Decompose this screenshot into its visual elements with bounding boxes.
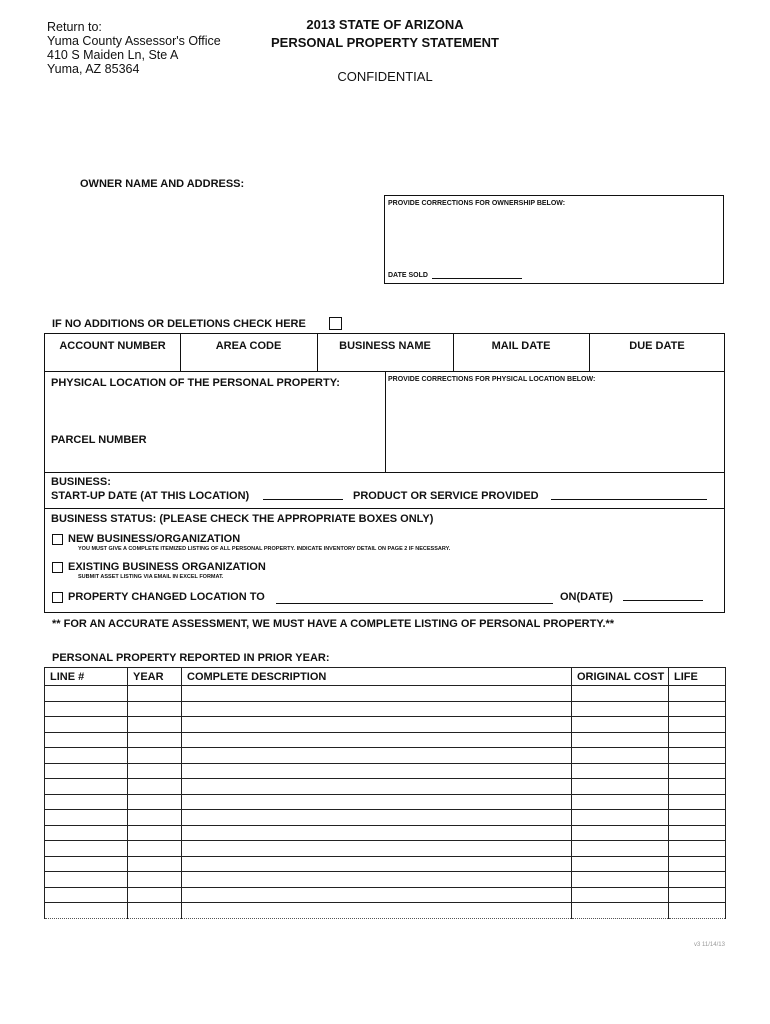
- table-cell[interactable]: [669, 903, 726, 919]
- table-cell[interactable]: [128, 810, 182, 826]
- table-cell[interactable]: [182, 794, 572, 810]
- business-label: BUSINESS:: [51, 476, 111, 488]
- table-cell[interactable]: [182, 872, 572, 888]
- no-changes-label: IF NO ADDITIONS OR DELETIONS CHECK HERE: [52, 318, 306, 330]
- table-cell[interactable]: [669, 686, 726, 702]
- return-address: [47, 20, 221, 76]
- table-cell[interactable]: [669, 701, 726, 717]
- table-cell[interactable]: [669, 717, 726, 733]
- table-cell[interactable]: [128, 686, 182, 702]
- account-number-header: ACCOUNT NUMBER: [59, 340, 166, 352]
- owner-name-label: OWNER NAME AND ADDRESS:: [80, 178, 245, 190]
- physical-location-label: PHYSICAL LOCATION OF THE PERSONAL PROPERTY:: [51, 377, 340, 389]
- table-cell[interactable]: [669, 841, 726, 857]
- table-row: [45, 810, 726, 826]
- title-line-1: 2013 STATE OF ARIZONA: [306, 17, 464, 32]
- table-cell[interactable]: [45, 794, 128, 810]
- table-cell[interactable]: [128, 856, 182, 872]
- table-row: [45, 779, 726, 795]
- table-cell[interactable]: [128, 748, 182, 764]
- table-cell[interactable]: [572, 887, 669, 903]
- life-header: LIFE: [669, 668, 726, 686]
- table-cell[interactable]: [128, 763, 182, 779]
- business-status-label: BUSINESS STATUS: (PLEASE CHECK THE APPROPRIATE BOXES ONLY): [51, 513, 434, 525]
- table-cell[interactable]: [572, 763, 669, 779]
- location-corrections-label: PROVIDE CORRECTIONS FOR PHYSICAL LOCATION BELOW:: [388, 376, 596, 383]
- startup-date-label: START-UP DATE (AT THIS LOCATION): [51, 490, 250, 502]
- table-row: [45, 732, 726, 748]
- location-changed-checkbox[interactable]: [52, 592, 63, 603]
- table-row: [45, 748, 726, 764]
- table-cell[interactable]: [128, 701, 182, 717]
- table-cell[interactable]: [45, 748, 128, 764]
- table-cell[interactable]: [182, 887, 572, 903]
- return-to-label: Return to:: [47, 20, 102, 34]
- table-cell[interactable]: [182, 686, 572, 702]
- on-date-field[interactable]: [623, 600, 703, 601]
- table-cell[interactable]: [45, 717, 128, 733]
- date-sold-field[interactable]: [432, 278, 522, 279]
- table-cell[interactable]: [572, 748, 669, 764]
- table-cell[interactable]: [128, 732, 182, 748]
- table-cell[interactable]: [669, 872, 726, 888]
- table-cell[interactable]: [669, 810, 726, 826]
- table-cell[interactable]: [182, 732, 572, 748]
- table-cell[interactable]: [45, 841, 128, 857]
- table-row: [45, 763, 726, 779]
- due-date-header: DUE DATE: [629, 340, 685, 352]
- accurate-assessment-note: ** FOR AN ACCURATE ASSESSMENT, WE MUST HAVE A COMPLETE LISTING OF PERSONAL PROPERTY.**: [52, 618, 615, 630]
- year-header: YEAR: [128, 668, 182, 686]
- table-cell[interactable]: [182, 841, 572, 857]
- business-name-header: BUSINESS NAME: [339, 340, 431, 352]
- table-cell[interactable]: [45, 779, 128, 795]
- table-cell[interactable]: [572, 779, 669, 795]
- table-cell[interactable]: [669, 779, 726, 795]
- location-changed-label: PROPERTY CHANGED LOCATION TO: [68, 591, 265, 603]
- table-cell[interactable]: [182, 748, 572, 764]
- table-cell[interactable]: [669, 794, 726, 810]
- table-cell[interactable]: [572, 717, 669, 733]
- table-cell[interactable]: [182, 810, 572, 826]
- existing-business-note: SUBMIT ASSET LISTING VIA EMAIL IN EXCEL FORMAT.: [78, 574, 224, 580]
- property-info-box: [44, 333, 725, 613]
- date-sold-label: DATE SOLD: [388, 272, 428, 279]
- table-cell[interactable]: [182, 825, 572, 841]
- table-cell[interactable]: [182, 903, 572, 919]
- table-row: [45, 887, 726, 903]
- table-cell[interactable]: [45, 903, 128, 919]
- table-cell[interactable]: [128, 872, 182, 888]
- product-service-field[interactable]: [551, 499, 707, 500]
- startup-date-field[interactable]: [263, 499, 343, 500]
- table-cell[interactable]: [182, 856, 572, 872]
- table-cell[interactable]: [182, 763, 572, 779]
- table-cell[interactable]: [45, 856, 128, 872]
- table-cell[interactable]: [572, 856, 669, 872]
- parcel-number-label: PARCEL NUMBER: [51, 434, 147, 446]
- table-cell[interactable]: [572, 732, 669, 748]
- table-cell[interactable]: [572, 794, 669, 810]
- new-location-field[interactable]: [276, 603, 553, 604]
- version-label: v3 11/14/13: [694, 942, 725, 948]
- table-cell[interactable]: [128, 887, 182, 903]
- table-cell[interactable]: [45, 701, 128, 717]
- line-number-header: LINE #: [45, 668, 128, 686]
- table-row: [45, 794, 726, 810]
- table-cell[interactable]: [128, 825, 182, 841]
- return-line-1: Yuma County Assessor's Office: [47, 34, 221, 48]
- table-cell[interactable]: [45, 732, 128, 748]
- new-business-note: YOU MUST GIVE A COMPLETE ITEMIZED LISTING OF ALL PERSONAL PROPERTY. INDICATE INVENTORY DETAIL ON PAGE 2 IF NECESSARY.: [78, 546, 451, 552]
- table-cell[interactable]: [182, 701, 572, 717]
- table-cell[interactable]: [572, 686, 669, 702]
- table-cell[interactable]: [572, 841, 669, 857]
- table-cell[interactable]: [572, 903, 669, 919]
- no-changes-checkbox[interactable]: [329, 317, 342, 330]
- table-cell[interactable]: [182, 717, 572, 733]
- table-cell[interactable]: [572, 872, 669, 888]
- return-line-2: 410 S Maiden Ln, Ste A: [47, 48, 179, 62]
- table-row: [45, 872, 726, 888]
- new-business-label: NEW BUSINESS/ORGANIZATION: [68, 533, 241, 545]
- mail-date-header: MAIL DATE: [491, 340, 551, 352]
- table-cell[interactable]: [128, 841, 182, 857]
- table-row: [45, 841, 726, 857]
- table-cell[interactable]: [669, 856, 726, 872]
- table-row: [45, 717, 726, 733]
- table-cell[interactable]: [669, 748, 726, 764]
- table-cell[interactable]: [128, 717, 182, 733]
- area-code-header: AREA CODE: [215, 340, 282, 352]
- title-line-2: PERSONAL PROPERTY STATEMENT: [270, 35, 499, 50]
- table-row: [45, 903, 726, 919]
- table-cell[interactable]: [45, 872, 128, 888]
- table-cell[interactable]: [572, 810, 669, 826]
- new-business-checkbox[interactable]: [52, 534, 63, 545]
- ownership-corrections-label: PROVIDE CORRECTIONS FOR OWNERSHIP BELOW:: [388, 200, 566, 207]
- table-row: [45, 701, 726, 717]
- table-cell[interactable]: [45, 825, 128, 841]
- table-row: [45, 686, 726, 702]
- description-header: COMPLETE DESCRIPTION: [182, 668, 572, 686]
- table-cell[interactable]: [45, 810, 128, 826]
- table-cell[interactable]: [669, 825, 726, 841]
- table-row: [45, 825, 726, 841]
- ownership-corrections-box[interactable]: [384, 195, 724, 284]
- confidential-label: CONFIDENTIAL: [337, 69, 433, 84]
- table-cell[interactable]: [128, 903, 182, 919]
- on-date-label: ON(DATE): [560, 591, 613, 603]
- table-cell[interactable]: [182, 779, 572, 795]
- existing-business-checkbox[interactable]: [52, 562, 63, 573]
- product-service-label: PRODUCT OR SERVICE PROVIDED: [353, 490, 539, 502]
- existing-business-label: EXISTING BUSINESS ORGANIZATION: [68, 561, 266, 573]
- table-cell[interactable]: [45, 887, 128, 903]
- prior-year-table: [44, 667, 726, 919]
- table-cell[interactable]: [128, 794, 182, 810]
- table-cell[interactable]: [669, 887, 726, 903]
- table-cell[interactable]: [669, 763, 726, 779]
- table-cell[interactable]: [45, 763, 128, 779]
- table-cell[interactable]: [572, 701, 669, 717]
- table-row: [45, 856, 726, 872]
- return-line-3: Yuma, AZ 85364: [47, 62, 140, 76]
- table-cell[interactable]: [572, 825, 669, 841]
- table-cell[interactable]: [128, 779, 182, 795]
- table-cell[interactable]: [45, 686, 128, 702]
- prior-year-label: PERSONAL PROPERTY REPORTED IN PRIOR YEAR:: [52, 652, 330, 664]
- table-cell[interactable]: [669, 732, 726, 748]
- original-cost-header: ORIGINAL COST: [572, 668, 669, 686]
